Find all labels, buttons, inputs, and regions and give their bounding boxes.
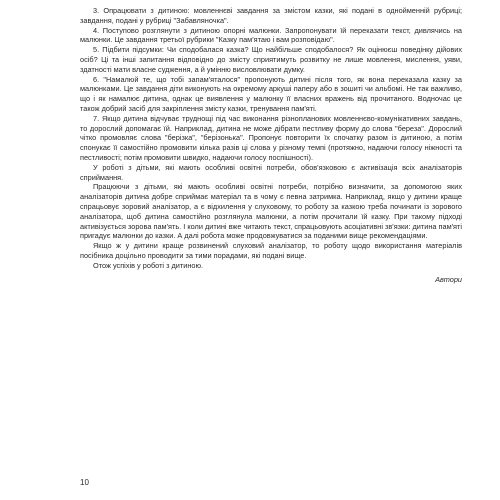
page-text [80,6,462,284]
paragraph-analyzers: У роботі з дітьми, які мають особливі освітні потреби, обов'язковою є активізація всіх аналізаторів сприймання. [80,162,462,182]
paragraph-item-7: 7. Якщо дитина відчуває труднощі під час виконання різнопланових мовленнєво-комунікативних завдань, то дорослий допомагає їй. Наприклад, дитина не може дібрати пестливу форму до слова "береза". Дорослий чітко промовляє слова "берізка", "берізонька". Пропонує повторити їх спочатку разом із дитиною, а потім спонукає її самостійно промовити кілька разів ці слова у різному темпі (протяжно, надаючи голосу ніжності та пестливості; потім промовити швидко, надаючи голосу поспішності). [80,113,462,162]
paragraph-item-3: 3. Опрацювати з дитиною: мовленнєві завдання за змістом казки, які подані в однойменній рубриці; завдання, подані у рубриці "Забавляночка". [80,6,462,25]
paragraph-closing: Отож успіхів у роботі з дитиною. [93,260,204,270]
paragraph-item-5: 5. Підбити підсумки: Чи сподобалася казка? Що найбільше сподобалося? Як оцінюєш поведінку дійових осіб? Ці та інші запитання відповідно до змісту сприятимуть розвитку не лише мовлення, мислення, уяви, здатності мати власне судження, а й умінню висловлювати думку. [80,45,462,74]
paragraph-item-6: 6. "Намалюй те, що тобі запам'яталося" пропонують дитині після того, як вона переказала казку за малюнками. Це завдання діти виконують на окремому аркуші паперу або в зошиті чи альбомі. Не так важливо, що і як намалює дитина, однак це виявлення у малюнку її власних вражень від прочитаного. Водночас це також добрий засіб для закріплення змісту казки, тренування пам'яті. [80,74,462,113]
page-number: 10 [80,478,89,487]
paragraph-working-with-children: Працюючи з дітьми, які мають особливі освітні потреби, потрібно визначити, за допомогою яких аналізаторів дитина добре сприймає матеріал та в чому є певна затримка. Наприклад, якщо у дитини краще спрацьовує зоровий аналізатор, а є відхилення у слуховому, то роботу за казкою треба починати із зорового аналізатора, щоб дитина самостійно розглянула малюнки, а потім прочитали їй казку. При такому підході активізується зорова пам'ять. І коли дитині вже читають текст, спрацьовують асоціативні зв'язки: дитина пам'яті пригадує малюнки до казки. А далі робота може продовжуватися за поданими вище рекомендаціями. [80,182,462,241]
paragraph-auditory: Якщо ж у дитини краще розвинений слуховий аналізатор, то роботу щодо використання матеріалів посібника доцільно проводити за тими порадами, які подані вище. [80,241,462,260]
authors-signature: Автори [435,274,462,284]
paragraph-item-4: 4. Поступово розглянути з дитиною опорні малюнки. Запропонувати їй переказати текст, дивлячись на малюнки. Це завдання третьої рубрики "Казку пам'ятаю і вам розповідаю". [80,25,462,45]
